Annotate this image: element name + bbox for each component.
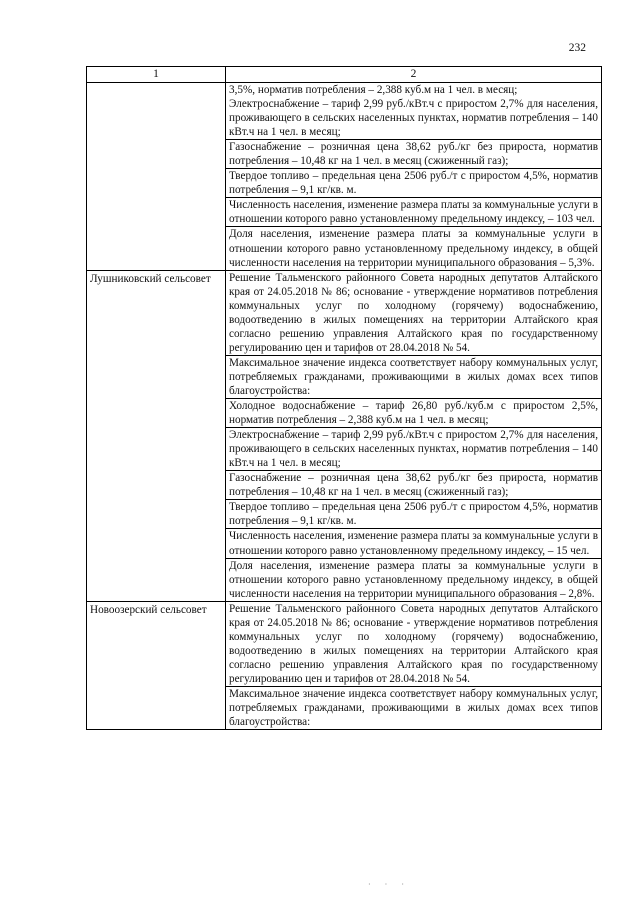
paragraph: Максимальное значение индекса соответствует набору коммунальных услуг, потребляемых гражданами, проживающими в жилых домах всех типов благоустройства: xyxy=(226,686,601,729)
paragraph: Доля населения, изменение размера платы за коммунальные услуги в отношении которого равно установленному предельному индексу, в общей численности населения на территории муниципального образования – 5,3%. xyxy=(226,226,601,269)
paragraph: Численность населения, изменение размера платы за коммунальные услуги в отношении которого равно установленному предельному индексу, – 103 чел. xyxy=(226,197,601,226)
paragraph: Максимальное значение индекса соответствует набору коммунальных услуг, потребляемых гражданами, проживающими в жилых домах всех типов благоустройства: xyxy=(226,355,601,398)
entity-name: Новоозерский сельсовет xyxy=(90,603,207,616)
entity-name xyxy=(90,83,222,84)
paragraph: Твердое топливо – предельная цена 2506 руб./т с приростом 4,5%, норматив потребления – 9,1 кг/кв. м. xyxy=(226,499,601,528)
content-cell xyxy=(226,270,602,601)
column-header-1: 1 xyxy=(87,67,226,83)
entity-name: Лушниковский сельсовет xyxy=(90,272,211,285)
entity-cell xyxy=(87,83,226,271)
paragraph: Решение Тальменского районного Совета народных депутатов Алтайского края от 24.05.2018 № 86; основание - утверждение нормативов потребления коммунальных услуг по холодному (горячему) водоснабжению, водоотведению в жилых помещениях на территории Алтайского края согласно решению управления Алтайского края по государственному регулированию цен и тарифов от 28.04.2018 № 54. xyxy=(229,271,598,354)
paragraph: Решение Тальменского районного Совета народных депутатов Алтайского края от 24.05.2018 № 86; основание - утверждение нормативов потребления коммунальных услуг по холодному (горячему) водоснабжению, водоотведению в жилых помещениях на территории Алтайского края согласно решению управления Алтайского края по государственному регулированию цен и тарифов от 28.04.2018 № 54. xyxy=(229,602,598,685)
table-row xyxy=(87,83,602,271)
table-row xyxy=(87,270,602,601)
paragraph: Электроснабжение – тариф 2,99 руб./кВт.ч с приростом 2,7% для населения, проживающего в сельских населенных пунктах, норматив потребления – 140 кВт.ч на 1 чел. в месяц; xyxy=(226,427,601,470)
column-header-2: 2 xyxy=(226,67,602,83)
table-header-row xyxy=(87,67,602,83)
paragraph: 3,5%, норматив потребления – 2,388 куб.м на 1 чел. в месяц; xyxy=(229,84,518,96)
paragraph: Холодное водоснабжение – тариф 26,80 руб./куб.м с приростом 2,5%, норматив потребления – 2,388 куб.м на 1 чел. в месяц; xyxy=(226,398,601,427)
entity-cell xyxy=(87,270,226,601)
paragraph: Электроснабжение – тариф 2,99 руб./кВт.ч с приростом 2,7% для населения, проживающего в сельских населенных пунктах, норматив потребления – 140 кВт.ч на 1 чел. в месяц; xyxy=(229,98,598,139)
scan-artifact: · · · xyxy=(368,880,410,889)
entity-cell xyxy=(87,601,226,729)
table-row xyxy=(87,601,602,729)
paragraph: Газоснабжение – розничная цена 38,62 руб./кг без прироста, норматив потребления – 10,48 кг на 1 чел. в месяц (сжиженный газ); xyxy=(226,139,601,168)
content-cell xyxy=(226,83,602,271)
content-cell xyxy=(226,601,602,729)
paragraph: Твердое топливо – предельная цена 2506 руб./т с приростом 4,5%, норматив потребления – 9,1 кг/кв. м. xyxy=(226,168,601,197)
paragraph: Газоснабжение – розничная цена 38,62 руб./кг без прироста, норматив потребления – 10,48 кг на 1 чел. в месяц (сжиженный газ); xyxy=(226,470,601,499)
paragraph: Доля населения, изменение размера платы за коммунальные услуги в отношении которого равно установленному предельному индексу, в общей численности населения на территории муниципального образования – 2,8%. xyxy=(226,558,601,601)
paragraph: Численность населения, изменение размера платы за коммунальные услуги в отношении которого равно установленному предельному индексу, – 15 чел. xyxy=(226,528,601,557)
page-number: 232 xyxy=(568,42,586,54)
document-table xyxy=(86,66,602,730)
